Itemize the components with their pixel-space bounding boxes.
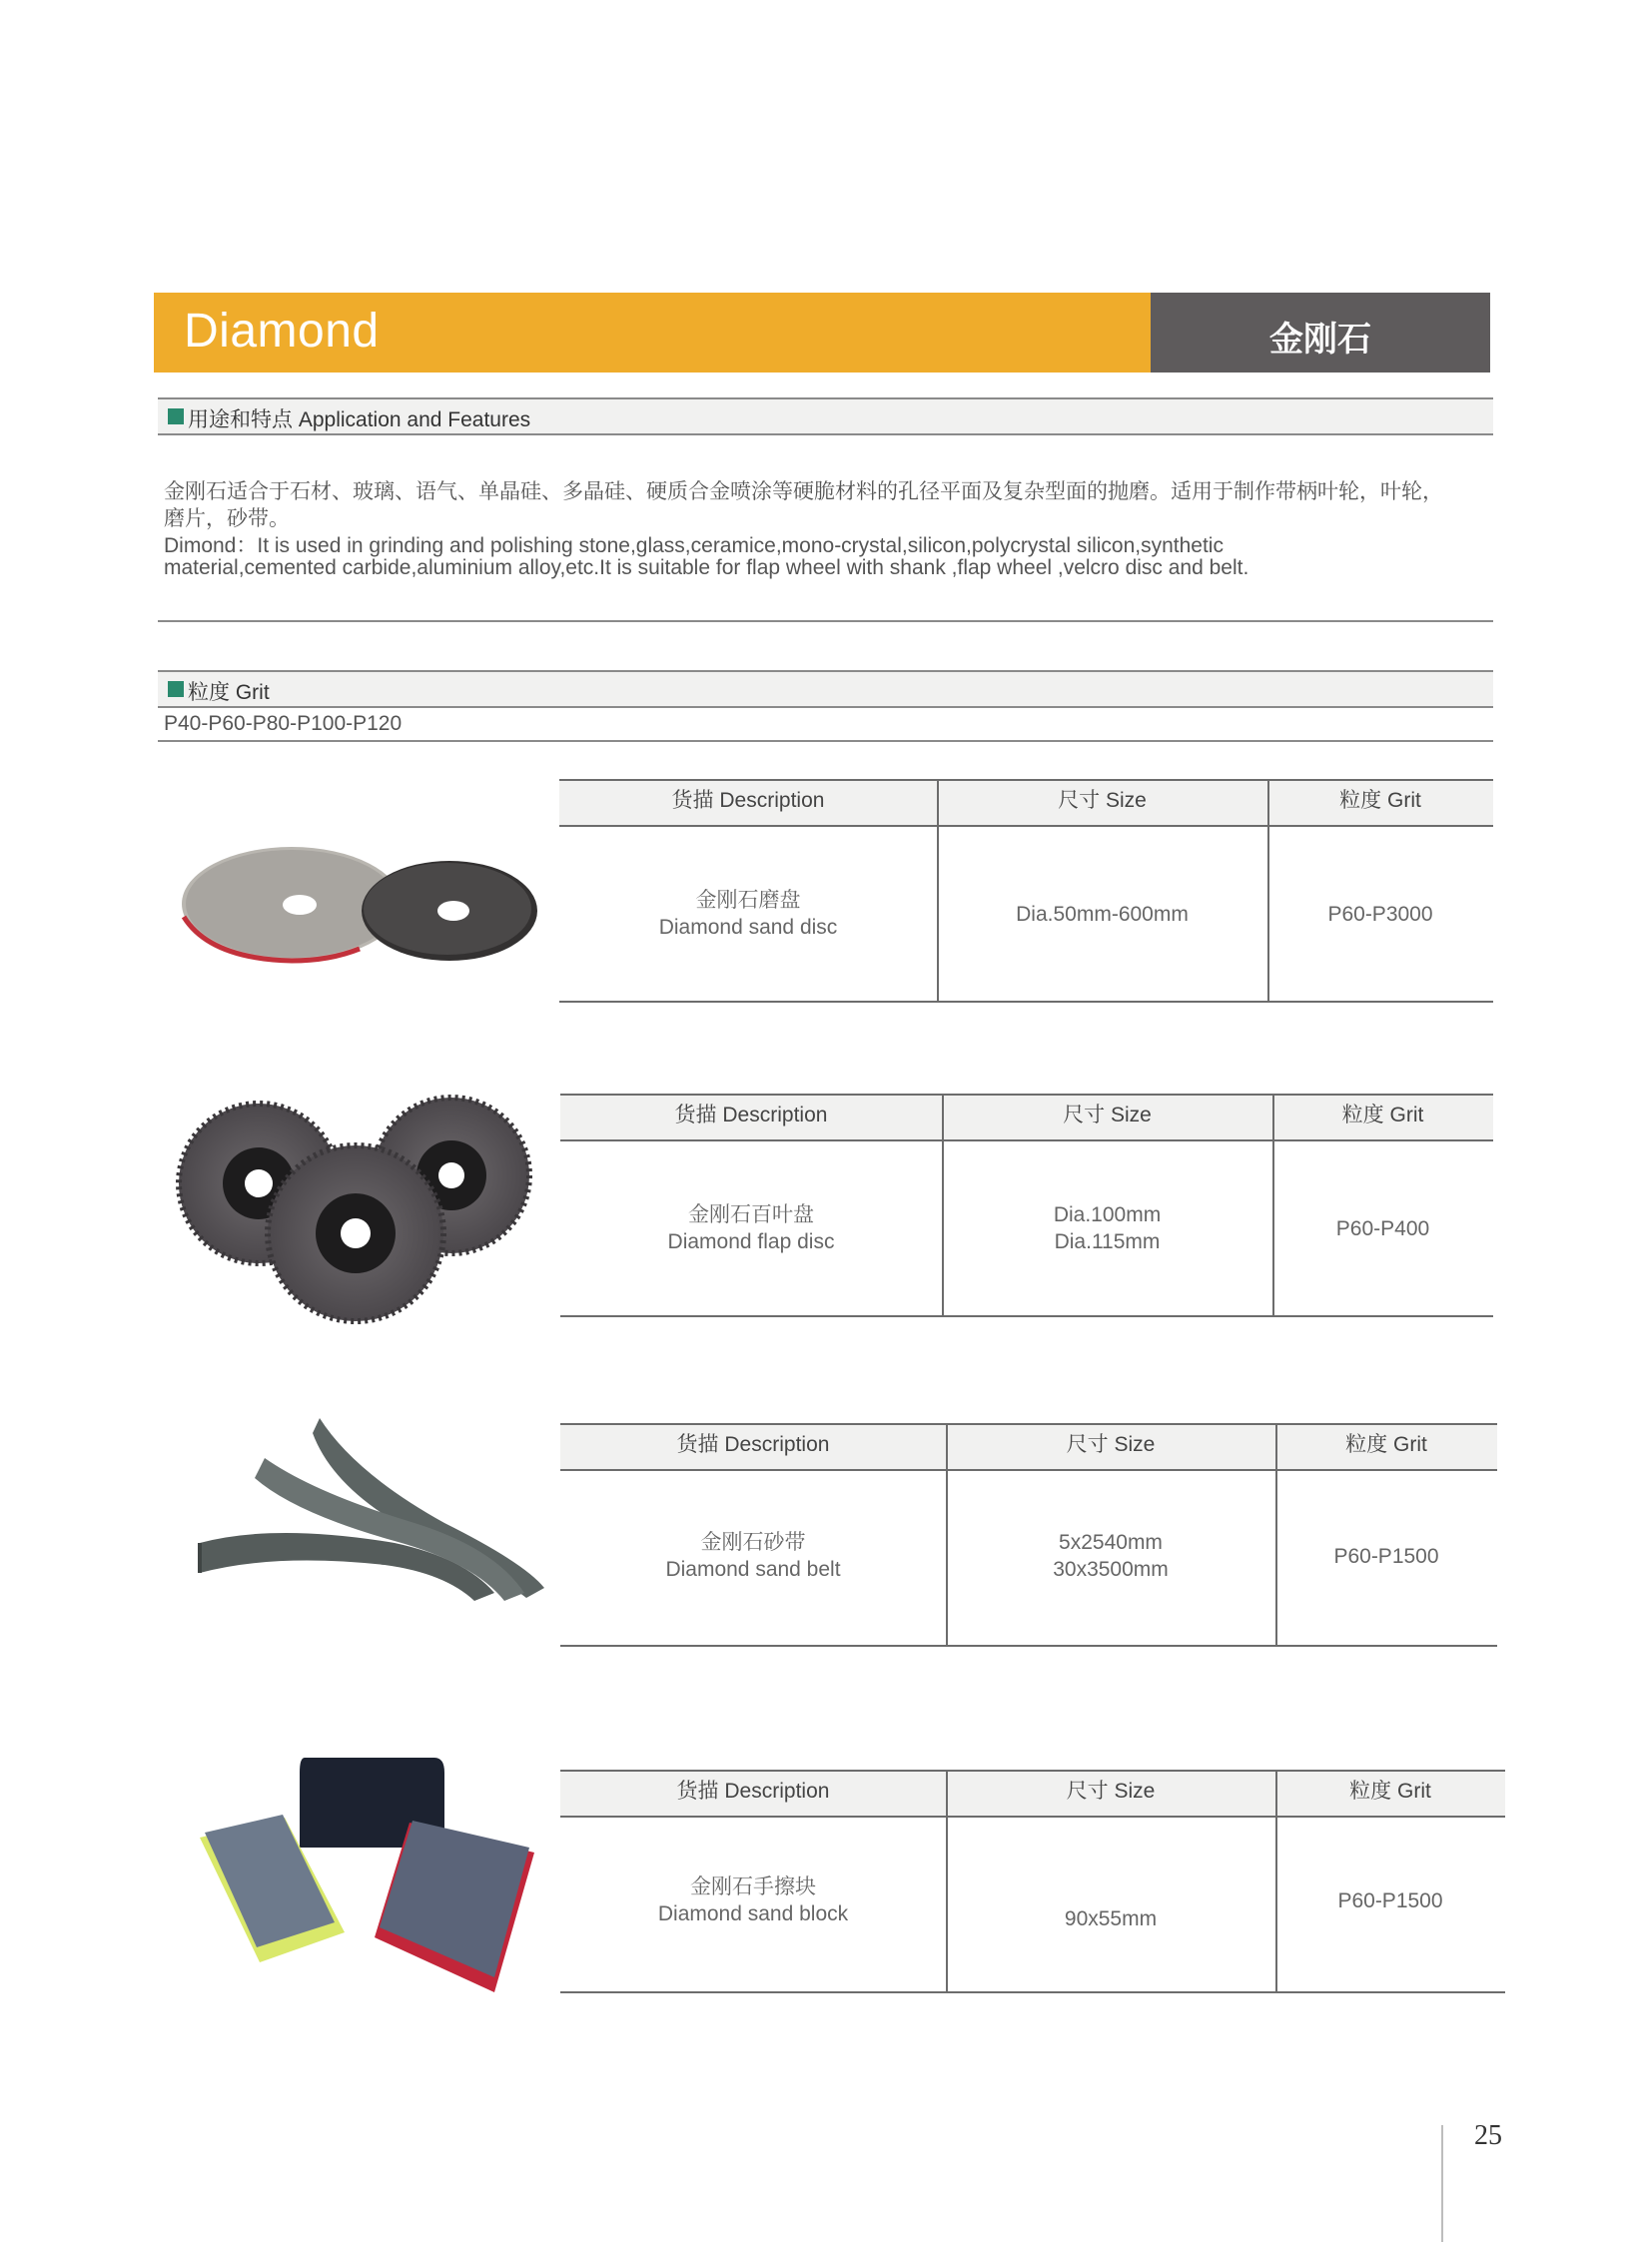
page-title: Diamond <box>184 305 380 358</box>
sand-disc-icon <box>180 839 539 979</box>
header-size: 尺寸 Size <box>1058 789 1147 812</box>
size-line: Dia.50mm-600mm <box>1016 903 1189 926</box>
size-cell <box>946 1529 1275 1583</box>
header-description: 货描 Description <box>676 1433 830 1456</box>
product-table <box>560 1770 1505 1993</box>
application-heading-label: 用途和特点 Application and Features <box>188 408 531 431</box>
application-section-heading <box>158 397 1493 435</box>
application-text-line: Dimond：It is used in grinding and polishing stone,glass,ceramice,mono-crystal,silicon,polycrystal silicon,synthetic <box>164 534 1224 557</box>
column-divider <box>937 779 939 1001</box>
header-grit: 粒度 Grit <box>1341 1104 1424 1126</box>
application-text-line: 金刚石适合于石材、玻璃、语气、单晶硅、多晶硅、硬质合金喷涂等硬脆材料的孔径平面及复杂型面的抛磨。适用于制作带柄叶轮，叶轮， <box>164 480 1443 503</box>
table-bottom-rule <box>560 1645 1497 1647</box>
column-divider <box>1275 1770 1277 1991</box>
description-en: Diamond flap disc <box>667 1230 835 1253</box>
grit-cell: P60-P1500 <box>1337 1889 1443 1912</box>
product-table <box>560 1094 1493 1317</box>
header-description: 货描 Description <box>676 1780 830 1803</box>
product-table <box>560 1423 1497 1647</box>
column-divider <box>946 1770 948 1991</box>
table-bottom-rule <box>560 1991 1505 1993</box>
size-line: 30x3500mm <box>1053 1558 1169 1581</box>
grit-section-heading <box>158 670 1493 708</box>
product-table <box>559 779 1493 1003</box>
size-cell <box>942 1201 1272 1255</box>
table-bottom-rule <box>559 1001 1493 1003</box>
size-line: 5x2540mm <box>1059 1531 1163 1554</box>
grit-values: P40-P60-P80-P100-P120 <box>164 712 403 735</box>
description-en: Diamond sand disc <box>658 916 838 939</box>
bullet-square-icon <box>168 408 184 424</box>
size-line: Dia.100mm <box>1053 1203 1162 1226</box>
column-divider <box>1272 1094 1274 1315</box>
page-number-divider <box>1441 2125 1443 2242</box>
description-en: Diamond sand belt <box>665 1558 841 1581</box>
size-cell <box>937 901 1267 928</box>
sand-block-icon <box>195 1753 544 1992</box>
header-grit: 粒度 Grit <box>1339 789 1421 812</box>
description-cn: 金刚石磨盘 <box>695 889 801 912</box>
size-line: Dia.115mm <box>1054 1230 1161 1253</box>
grit-heading-label: 粒度 Grit <box>188 681 270 704</box>
description-cell <box>560 1529 946 1583</box>
grit-cell: P60-P1500 <box>1333 1545 1439 1568</box>
header-size: 尺寸 Size <box>1066 1780 1156 1803</box>
header-description: 货描 Description <box>671 789 825 812</box>
sand-belt-icon <box>195 1413 554 1603</box>
header-grit: 粒度 Grit <box>1349 1780 1431 1803</box>
header-grit: 粒度 Grit <box>1345 1433 1427 1456</box>
header-size: 尺寸 Size <box>1063 1104 1152 1126</box>
grit-cell: P60-P400 <box>1335 1217 1430 1240</box>
description-cell <box>560 1201 942 1255</box>
description-en: Diamond sand block <box>657 1902 849 1925</box>
header-size: 尺寸 Size <box>1066 1433 1156 1456</box>
section-divider <box>158 620 1493 622</box>
application-text-line: 磨片，砂带。 <box>164 507 290 530</box>
size-line: 90x55mm <box>1064 1907 1158 1930</box>
table-bottom-rule <box>560 1315 1493 1317</box>
column-divider <box>1267 779 1269 1001</box>
size-cell <box>946 1905 1275 1932</box>
grit-cell: P60-P3000 <box>1327 903 1433 926</box>
description-cn: 金刚石手擦块 <box>690 1875 816 1898</box>
column-divider <box>1275 1423 1277 1645</box>
flap-disc-icon <box>176 1094 535 1328</box>
bullet-square-icon <box>168 681 184 697</box>
description-cn: 金刚石砂带 <box>700 1531 806 1554</box>
description-cell <box>560 1873 946 1927</box>
description-cell <box>559 887 937 941</box>
page-number: 25 <box>1474 2120 1502 2151</box>
header-description: 货描 Description <box>674 1104 828 1126</box>
application-text-line: material,cemented carbide,aluminium alloy,etc.It is suitable for flap wheel with shank ,flap wheel ,velcro disc and belt. <box>164 556 1249 579</box>
page-title-cn: 金刚石 <box>1269 321 1371 359</box>
section-divider <box>158 740 1493 742</box>
description-cn: 金刚石百叶盘 <box>688 1203 814 1226</box>
